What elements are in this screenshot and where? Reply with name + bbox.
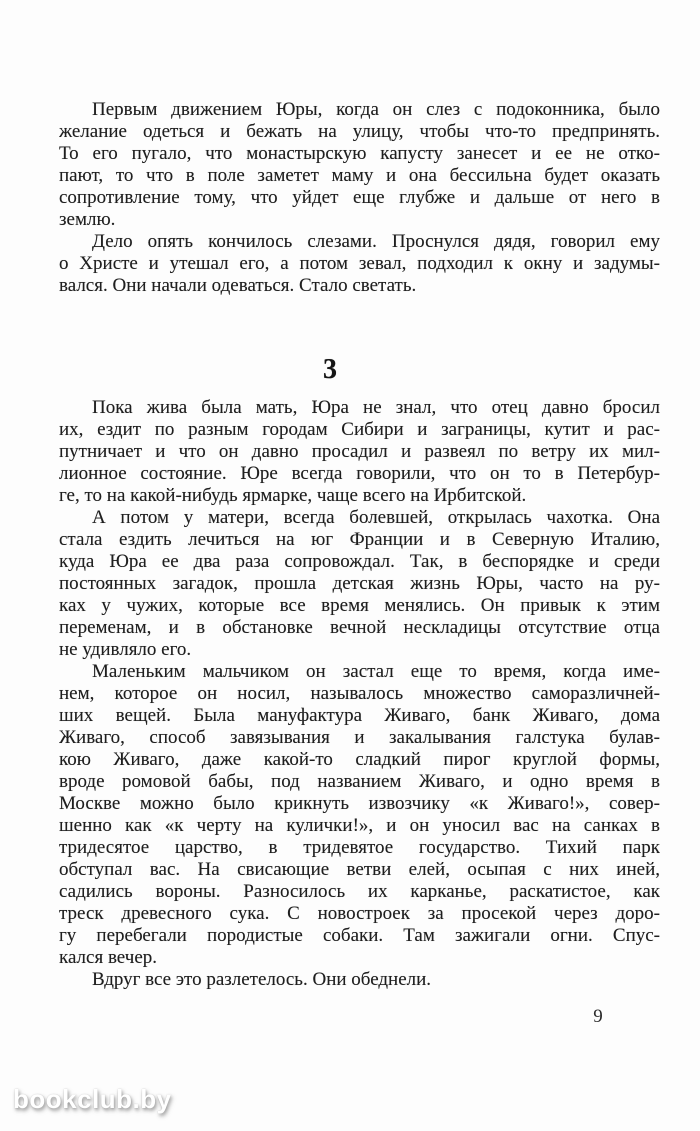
chapter-heading: 3	[323, 354, 337, 385]
text-line: А потом у матери, всегда болевшей, открылась чахотка. Она	[92, 507, 660, 528]
text-line: лионное состояние. Юре всегда говорили, что он то в Петербур-	[59, 463, 660, 484]
text-line: ках у чужих, которые все время менялись. Он привык к этим	[59, 595, 660, 616]
text-line: кою Живаго, даже какой-то сладкий пирог круглой формы,	[59, 749, 660, 770]
paragraph	[59, 969, 660, 991]
paragraph	[59, 99, 660, 231]
watermark-bookclub: bookclub.by	[13, 1084, 172, 1114]
text-line: нем, которое он носил, называлось множество саморазличней-	[59, 683, 660, 704]
text-line: шенно как «к черту на кулички!», и он уносил вас на санках в	[59, 815, 660, 836]
page-number: 9	[593, 1006, 603, 1027]
text-line: путничает и что он давно просадил и развеял по ветру их мил-	[59, 441, 660, 462]
text-line: Москве можно было крикнуть извозчику «к Живаго!», совер-	[59, 793, 660, 814]
text-line: вался. Они начали одеваться. Стало светать.	[59, 275, 417, 296]
paragraph	[59, 397, 660, 507]
text-line: Вдруг все это разлетелось. Они обеднели.	[92, 969, 432, 990]
text-line: треск древесного сука. С новостроек за просекой через доро-	[59, 903, 660, 924]
text-line: тридесятое царство, в тридевятое государство. Тихий парк	[59, 837, 660, 858]
text-line: садились вороны. Разносилось их карканье, раскатистое, как	[59, 881, 660, 902]
text-line: То его пугало, что монастырскую капусту занесет и ее не отко-	[59, 143, 660, 164]
text-line: Маленьким мальчиком он застал еще то время, когда име-	[92, 661, 660, 682]
text-line: постоянных загадок, прошла детская жизнь Юры, часто на ру-	[59, 573, 660, 594]
paragraph	[59, 661, 660, 969]
text-line: ших вещей. Была мануфактура Живаго, банк Живаго, дома	[59, 705, 660, 726]
text-line: не удивляло его.	[59, 639, 192, 660]
text-line: желание одеться и бежать на улицу, чтобы что-то предпринять.	[59, 121, 660, 142]
section-2-text-block	[59, 99, 660, 297]
text-line: их, ездит по разным городам Сибири и заграницы, кутит и рас-	[59, 419, 660, 440]
text-line: пают, то что в поле заметет маму и она бессильна будет оказать	[59, 165, 660, 186]
paragraph	[59, 507, 660, 661]
text-line: Пока жива была мать, Юра не знал, что отец давно бросил	[92, 397, 660, 418]
text-line: ге, то на какой-нибудь ярмарке, чаще всего на Ирбитской.	[59, 485, 527, 506]
text-line: гу перебегали породистые собаки. Там зажигали огни. Спус-	[59, 925, 660, 946]
section-3-text-block	[59, 397, 660, 991]
paragraph	[59, 231, 660, 297]
text-line: стала ездить лечиться на юг Франции и в Северную Италию,	[59, 529, 660, 550]
text-line: о Христе и утешал его, а потом зевал, подходил к окну и задумы-	[59, 253, 660, 274]
text-line: куда Юра ее два раза сопровождал. Так, в беспорядке и среди	[59, 551, 660, 572]
text-line: обступал вас. На свисающие ветви елей, осыпая с них иней,	[59, 859, 660, 880]
text-line: сопротивление тому, что уйдет еще глубже и дальше от него в	[59, 187, 660, 208]
text-line: Дело опять кончилось слезами. Проснулся дядя, говорил ему	[92, 231, 660, 252]
text-line: землю.	[59, 209, 116, 230]
text-line: Первым движением Юры, когда он слез с подоконника, было	[92, 99, 660, 120]
text-line: переменам, и в обстановке вечной нескладицы отсутствие отца	[59, 617, 660, 638]
text-line: кался вечер.	[59, 947, 158, 968]
text-line: вроде ромовой бабы, под названием Живаго, и одно время в	[59, 771, 660, 792]
text-line: Живаго, способ завязывания и закалывания галстука булав-	[59, 727, 660, 748]
